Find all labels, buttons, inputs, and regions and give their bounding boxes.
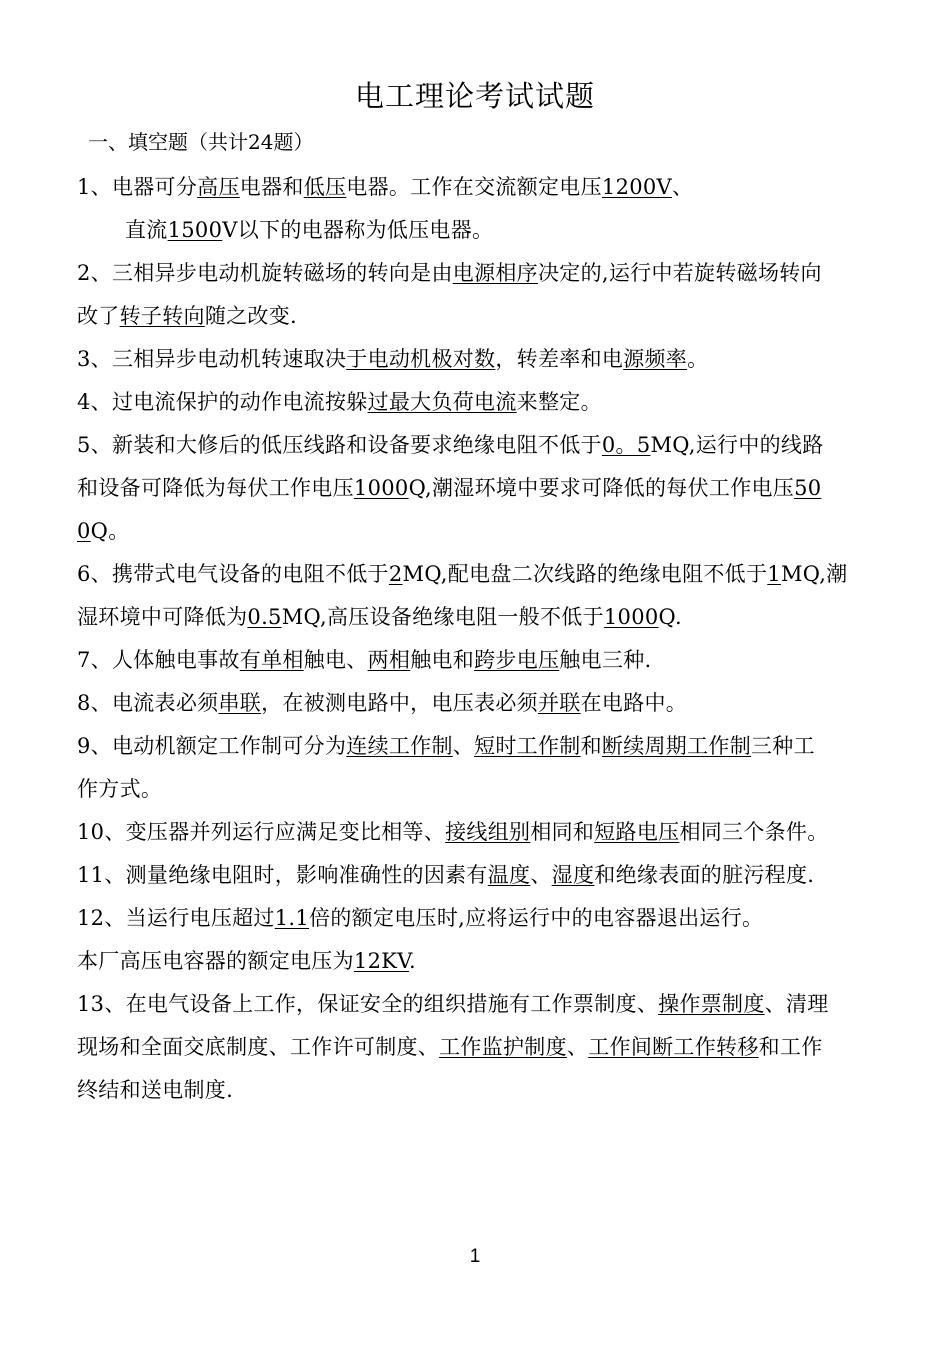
text-line [77,381,885,424]
answer-blank: 短路电压 [594,820,680,844]
question-text: 决定的,运行中若旋转磁场转向 [537,261,822,285]
text-line [77,1069,885,1112]
answer-blank: 短时工作制 [474,734,581,758]
question-text: 9、电动机额定工作制可分为 [77,734,347,758]
question-text: . [409,949,416,973]
answer-blank: 1 [767,562,781,586]
question-text: 、 [672,175,694,199]
question-text: 13、在电气设备上工作，保证安全的组织措施有工作票制度、 [77,992,659,1016]
question-text: 、 [566,1035,589,1059]
question-text: 2、三相异步电动机旋转磁场的转向是由 [77,261,453,285]
answer-blank: 湿度 [551,863,595,887]
question-text: 4、过电流保护的动作电流按躲 [77,390,368,414]
question-text: 、 [530,863,552,887]
answer-blank: 工作间断工作转移 [588,1035,759,1059]
question-text: 12、当运行电压超过 [77,906,275,930]
question-text: 触电、 [303,648,368,672]
answer-blank: 0。5 [601,433,651,457]
question-text: Q。 [90,519,130,543]
text-line [77,596,885,639]
question-text: 改了 [77,304,120,328]
question-text: 3、三相异步电动机转速取决 [77,347,347,371]
question-text: Q,潮湿环境中要求可降低的每伏工作电压 [408,476,795,500]
text-line [77,424,885,467]
question-text: 现场和全面交底制度、工作许可制度、 [77,1035,440,1059]
answer-blank: 1000 [603,605,659,629]
answer-blank: 断续周期工作制 [601,734,751,758]
answer-blank: 串联 [218,691,262,715]
answer-blank: 1500 [167,218,223,242]
question-text: ，在被测电路中，电压表必须 [261,691,538,715]
question-text: MQ,配电盘二次线路的绝缘电阻不低于 [402,562,768,586]
answer-blank: 12KV [353,949,410,973]
question-text: Q. [658,605,682,629]
answer-blank: 低压 [303,175,347,199]
question-text: 11、测量绝缘电阻时，影响准确性的因素有 [77,863,488,887]
text-line [77,209,885,252]
question-text: 电器和 [239,175,304,199]
page-number: 1 [469,1246,481,1267]
text-line [77,682,885,725]
question-text: 相同和 [530,820,595,844]
question-text: 三种工 [751,734,815,758]
question-text: 、 [452,734,475,758]
question-text: 电器。工作在交流额定电压 [346,175,602,199]
text-line [77,725,885,768]
answer-blank: 电源相序 [452,261,538,285]
answer-blank: 连续工作制 [346,734,453,758]
question-text: 1、电器可分 [77,175,198,199]
question-text: ，转差率和电 [495,347,624,371]
question-text: 5、新装和大修后的低压线路和设备要求绝缘电阻不低于 [77,433,602,457]
text-line [77,553,885,596]
question-text: 倍的额定电压时,应将运行中的电容器退出运行。 [309,906,764,930]
question-list [77,166,885,1112]
question-text: MQ,潮 [780,562,848,586]
answer-blank: 温度 [487,863,531,887]
question-text: 终结和送电制度. [77,1078,234,1102]
answer-blank: 0.5 [247,605,282,629]
text-line [77,1026,885,1069]
question-text: 在电路中。 [580,691,688,715]
answer-blank: 高压 [197,175,240,199]
text-line [77,854,885,897]
text-line [77,983,885,1026]
question-text: 触电三种. [559,648,652,672]
question-text: 和绝缘表面的脏污程度. [594,863,815,887]
question-text: 作方式。 [77,777,163,801]
question-text: 7、人体触电事故 [77,648,240,672]
question-text: 和 [580,734,602,758]
question-text: MQ,高压设备绝缘电阻一般不低于 [281,605,604,629]
answer-blank: 工作监护制度 [439,1035,567,1059]
question-text: 来整定。 [516,390,602,414]
answer-blank: 1200V [601,175,673,199]
text-line [77,510,885,553]
document-title: 电工理论考试试题 [354,79,595,113]
text-line [77,639,885,682]
answer-blank: 1000 [353,476,409,500]
answer-blank: 过最大负荷电流 [367,390,517,414]
question-text: 触电和 [410,648,475,672]
text-line [77,768,885,811]
question-text: 、清理 [764,992,829,1016]
answer-blank: 于电动机极对数 [346,347,496,371]
answer-blank: 跨步电压 [474,648,560,672]
text-line [77,897,885,940]
answer-blank: 50 [794,476,822,500]
question-text: 。 [687,347,709,371]
answer-blank: 操作票制度 [658,992,765,1016]
answer-blank: 2 [388,562,403,586]
question-text: 6、携带式电气设备的电阻不低于 [77,562,389,586]
question-text: V以下的电器称为低压电器。 [222,218,494,242]
question-text: 随之改变. [204,304,297,328]
text-line [77,252,885,295]
section-heading: 一、填空题（共计24题） [88,130,314,154]
text-line [77,338,885,381]
question-text: MQ,运行中的线路 [650,433,824,457]
answer-blank: 两相 [367,648,411,672]
text-line [77,166,885,209]
text-line [77,295,885,338]
question-text: 和设备可降低为每伏工作电压 [77,476,354,500]
question-text: 相同三个条件。 [679,820,829,844]
text-line [77,811,885,854]
answer-blank: 转子转向 [119,304,205,328]
answer-blank: 1.1 [274,906,310,930]
answer-blank: 并联 [537,691,581,715]
answer-blank: 有单相 [239,648,304,672]
question-text: 本厂高压电容器的额定电压为 [77,949,354,973]
answer-blank: 源频率 [623,347,688,371]
question-text: 直流 [125,218,168,242]
answer-blank: 接线组别 [445,820,531,844]
question-text: 8、电流表必须 [77,691,219,715]
question-text: 10、变压器并列运行应满足变比相等、 [77,820,446,844]
text-line [77,467,885,510]
question-text: 和工作 [758,1035,823,1059]
answer-blank: 0 [77,519,91,543]
text-line [77,940,885,983]
question-text: 湿环境中可降低为 [77,605,248,629]
